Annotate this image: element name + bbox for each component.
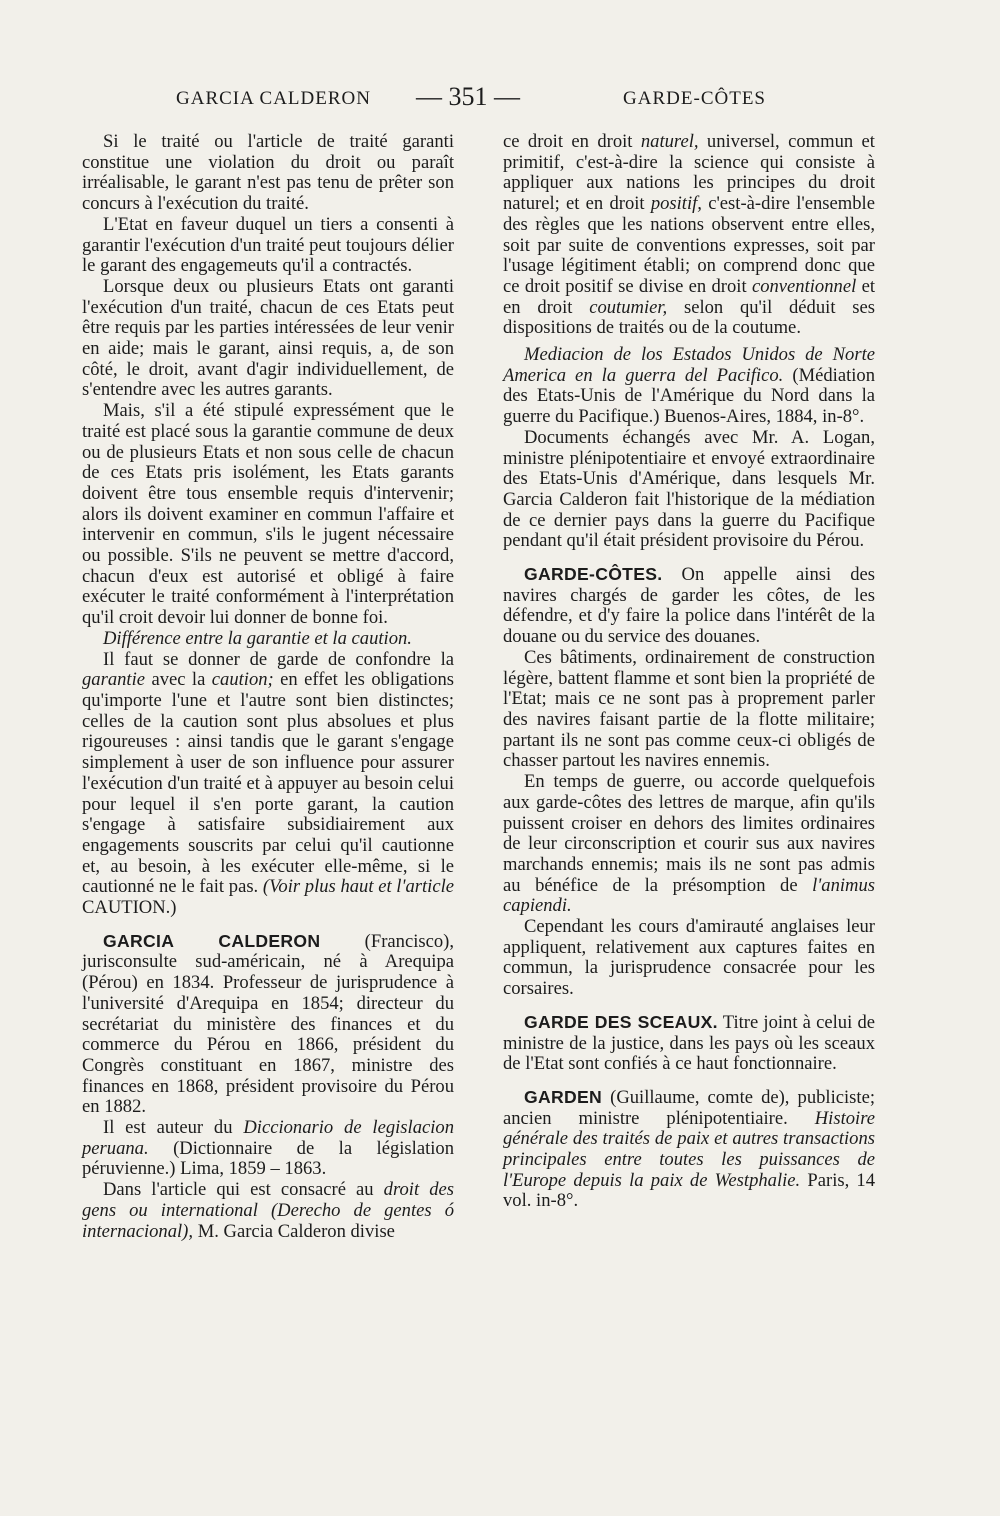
italic-text: l'animus capiendi. <box>503 874 876 917</box>
paragraph: Ces bâtiments, ordinairement de construction légère, battent flamme et sont bien la propriété de l'Etat; mais ce ne sont pas à proprement parler des navires faisant partie de la flotte militaire; partant ils ne sont pas comme ceux-ci obligés de chasser partout les navires ennemis. <box>503 646 875 772</box>
paragraph <box>503 772 875 917</box>
subheading-text: Différence entre la garantie et la caution. <box>103 627 412 649</box>
text: Paris, 14 vol. in-8°. <box>503 1169 876 1212</box>
text: M. Garcia Calderon divise <box>197 1220 395 1242</box>
page-number: — 351 — <box>416 82 520 111</box>
entry-text: Titre joint à celui de ministre de la justice, dans les pays où les sceaux de l'Etat sont confiés à ce haut fonctionnaire. <box>503 1011 875 1075</box>
italic-text: droit des gens ou international (Derecho de gentes ó internacional), <box>82 1179 455 1242</box>
text: en effet les obligations qu'importe l'une et l'autre sont bien distinctes; celles de la caution sont plus absolues et plus rigoureuses : ainsi tandis que le garant s'engage simplement à user de son influence pour assurer l'exécution d'un traité et à appuyer au besoin celui pour lequel il s'en porte garant, la caution s'engage à satisfaire subsidiairement aux engagements souscrits par celui qu'il cautionne et, au besoin, à les exécuter elle-même, si le cautionné ne le fait pas. <box>82 669 454 898</box>
italic-text: (Voir plus haut et l'article <box>262 876 454 898</box>
italic-text: caution; <box>211 669 274 691</box>
paragraph: L'Etat en faveur duquel un tiers a consenti à garantir l'exécution d'un traité peut toujours délier le garant des engagemeuts qu'il a contractés. <box>82 213 454 277</box>
paragraph <box>503 345 875 428</box>
paragraph: Si le traité ou l'article de traité garanti constitue une violation du droit ou paraît irréalisable, le garant n'est pas tenu de prêter son concurs à l'exécution du traité. <box>82 131 454 215</box>
italic-text: garantie <box>82 669 146 691</box>
paragraph <box>82 1180 454 1242</box>
header-right: GARDE-CÔTES <box>623 88 766 109</box>
text: (Dictionnaire de la législation péruvienne.) Lima, 1859 – 1863. <box>82 1137 454 1180</box>
header-left: GARCIA CALDERON <box>176 88 371 109</box>
paragraph <box>503 132 875 339</box>
entry-title: GARDE-CÔTES. <box>524 564 663 585</box>
text: selon qu'il déduit ses dispositions de traités ou de la coutume. <box>503 296 875 339</box>
subheading <box>82 629 454 650</box>
paragraph <box>82 650 454 919</box>
dictionary-entry <box>503 564 875 648</box>
paragraph: Cependant les cours d'amirauté anglaises leur appliquent, relativement aux captures faites en commun, la jurisprudence consacrée pour les corsaires. <box>503 916 875 1000</box>
entry-text: On appelle ainsi des navires chargés de garder les côtes, de les défendre, et d'y faire la police dans l'intérêt de la douane ou du service des douanes. <box>503 564 875 648</box>
running-header <box>176 82 766 116</box>
text: Il faut se donner de garde de confondre la <box>103 648 454 670</box>
paragraph: Lorsque deux ou plusieurs Etats ont garanti l'exécution d'un traité, chacun de ces Etats peut être requis par les parties intéressées de leur venir en aide; mais le garant, ainsi requis, a, de son côté, le droit, avant d'agir individuellement, de s'entendre avec les autres garants. <box>82 275 454 401</box>
entry-text: (Guillaume, comte de), publiciste; ancien ministre plénipotentiaire. <box>503 1086 875 1129</box>
dictionary-entry <box>503 1087 875 1212</box>
italic-text: positif, <box>650 193 702 215</box>
text: avec la <box>151 669 206 691</box>
paragraph: Documents échangés avec Mr. A. Logan, ministre plénipotentiaire et envoyé extraordinaire des Etats-Unis d'Amérique, dans lesquels Mr. Garcia Calderon fait l'historique de la médiation de ce dernier pays dans la guerre du Pacifique pendant qu'il était président provisoire du Pérou. <box>503 426 875 552</box>
entry-text: (Francisco), jurisconsulte sud-américain, né à Arequipa (Pérou) en 1834. Professeur de jurisprudence à l'université d'Arequipa en 1854; directeur du secrétariat du ministère des finances et du commerce du Pérou en 1866, président du Congrès constituant en 1867, ministre des finances en 1868, président provisoire du Pérou en 1882. <box>82 930 454 1118</box>
text: CAUTION.) <box>82 897 177 919</box>
text: Il est auteur du <box>103 1117 233 1139</box>
paragraph <box>82 1118 454 1180</box>
paragraph: Mais, s'il a été stipulé expressément que le traité est placé sous la garantie commune de deux ou de plusieurs Etats et non sous celle de chacun de ces Etats pris isolément, les Etats garants doivent être tous ensemble requis d'intervenir; alors ils doivent examiner en commun l'affaire et intervenir en commun, s'ils le jugent nécessaire ou possible. S'ils ne peuvent se mettre d'accord, chacun d'eux est autorisé et obligé à faire exécuter le traité conformément à l'interprétation qu'il croit devoir lui donner de bonne foi. <box>82 400 454 629</box>
entry-title: GARDEN <box>524 1086 603 1107</box>
italic-text: coutumier, <box>589 296 668 318</box>
italic-text: naturel, <box>640 131 699 152</box>
text: Dans l'article qui est consacré au <box>103 1179 374 1201</box>
left-column <box>82 132 454 1242</box>
text: ce droit en droit <box>503 131 633 152</box>
text: c'est-à-dire l'ensemble des règles que les nations observent entre elles, soit par suite de conventions expresses, soit par l'usage légitiment établi; on comprend donc que ce droit positif se divise en droit <box>503 193 875 297</box>
italic-text: Mediacion de los Estados Unidos de Norte America en la guerra del Pacifico. <box>503 344 875 386</box>
text: (Médiation des Etats-Unis de l'Amérique du Nord dans la guerre du Pacifique.) Buenos-Aires, 1884, in-8°. <box>503 364 875 428</box>
italic-text: Histoire générale des traités de paix et autres transactions principales entre toutes les puissances de l'Europe depuis la paix de Westphalie. <box>503 1107 875 1191</box>
text: universel, commun et primitif, c'est-à-dire la science qui consiste à appliquer aux nations les principes du droit naturel; et en droit <box>503 131 875 215</box>
italic-text: conventionnel <box>751 275 857 297</box>
dictionary-entry <box>82 931 454 1118</box>
dictionary-entry <box>503 1012 875 1075</box>
entry-title: GARCIA CALDERON <box>103 930 321 951</box>
right-column <box>503 132 875 1212</box>
text: et en droit <box>503 275 875 318</box>
text: En temps de guerre, ou accorde quelquefois aux garde-côtes des lettres de marque, afin qu'ils puissent croiser en dehors des limites ordinaires de leur circonscription et courir sus aux navires marchands ennemis; mais ils ne sont pas admis au bénéfice de la présomption de <box>503 771 875 896</box>
italic-text: Diccionario de legislacion peruana. <box>82 1117 454 1159</box>
entry-title: GARDE DES SCEAUX. <box>524 1011 718 1032</box>
